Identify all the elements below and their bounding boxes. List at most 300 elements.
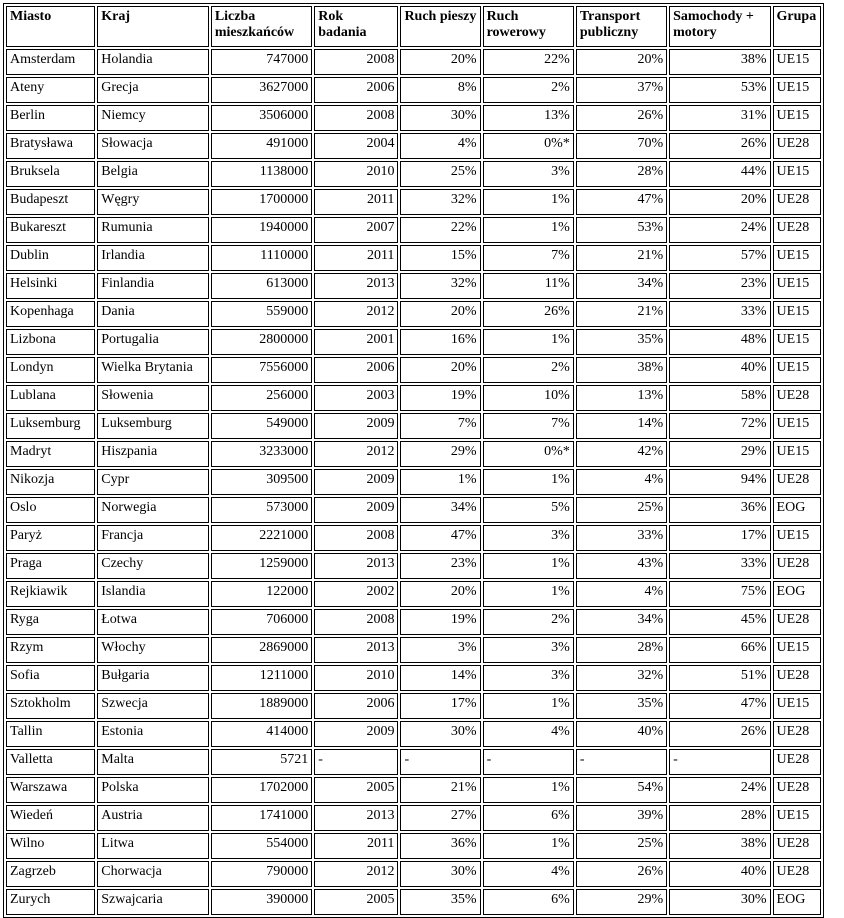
header-city: Miasto [6, 6, 95, 47]
cell-cars-motorbikes: 48% [669, 329, 770, 355]
cell-group: UE15 [773, 273, 821, 299]
cell-survey-year: 2008 [314, 609, 398, 635]
cell-walking: 20% [400, 49, 480, 75]
table-row [6, 609, 821, 635]
cell-cycling: 1% [483, 833, 574, 859]
cell-population: 1700000 [211, 189, 312, 215]
cell-walking: 20% [400, 301, 480, 327]
cell-population: 573000 [211, 497, 312, 523]
cell-cars-motorbikes: 26% [669, 721, 770, 747]
cell-population: 1259000 [211, 553, 312, 579]
cell-country: Norwegia [97, 497, 209, 523]
cell-walking: 47% [400, 525, 480, 551]
cell-cycling: 11% [483, 273, 574, 299]
cell-survey-year: 2005 [314, 777, 398, 803]
cell-group: UE15 [773, 105, 821, 131]
cell-cars-motorbikes: 47% [669, 693, 770, 719]
cell-country: Chorwacja [97, 861, 209, 887]
cell-population: 554000 [211, 833, 312, 859]
cell-cycling: 1% [483, 329, 574, 355]
cell-survey-year: 2004 [314, 133, 398, 159]
cell-cycling: 6% [483, 889, 574, 915]
header-walking: Ruch pieszy [400, 6, 480, 47]
cell-city: Bratysława [6, 133, 95, 159]
table-row [6, 665, 821, 691]
cell-walking: 19% [400, 609, 480, 635]
cell-public-transport: 21% [576, 245, 667, 271]
cell-group: UE15 [773, 245, 821, 271]
cell-public-transport: 26% [576, 105, 667, 131]
cell-country: Włochy [97, 637, 209, 663]
cell-cars-motorbikes: 28% [669, 805, 770, 831]
table-row [6, 273, 821, 299]
cell-city: Praga [6, 553, 95, 579]
cell-group: UE15 [773, 693, 821, 719]
cell-cars-motorbikes: 26% [669, 133, 770, 159]
cell-population: 390000 [211, 889, 312, 915]
cell-group: UE15 [773, 413, 821, 439]
cell-public-transport: 21% [576, 301, 667, 327]
cell-cycling: - [483, 749, 574, 775]
table-row [6, 441, 821, 467]
cell-cars-motorbikes: 33% [669, 553, 770, 579]
table-row [6, 805, 821, 831]
cell-city: Nikozja [6, 469, 95, 495]
table-row [6, 749, 821, 775]
cell-country: Francja [97, 525, 209, 551]
cell-city: Bruksela [6, 161, 95, 187]
cell-survey-year: 2009 [314, 469, 398, 495]
cell-walking: 32% [400, 189, 480, 215]
cell-walking: 20% [400, 581, 480, 607]
cell-public-transport: 70% [576, 133, 667, 159]
table-row [6, 861, 821, 887]
cell-group: UE28 [773, 665, 821, 691]
cell-public-transport: 4% [576, 469, 667, 495]
table-row [6, 413, 821, 439]
cell-group: UE28 [773, 609, 821, 635]
cell-survey-year: - [314, 749, 398, 775]
cell-group: UE28 [773, 553, 821, 579]
cell-survey-year: 2013 [314, 273, 398, 299]
city-transport-table [3, 3, 824, 918]
cell-public-transport: 53% [576, 217, 667, 243]
cell-public-transport: 28% [576, 637, 667, 663]
table-row [6, 301, 821, 327]
table-row [6, 525, 821, 551]
cell-cycling: 1% [483, 189, 574, 215]
cell-walking: 32% [400, 273, 480, 299]
cell-country: Szwecja [97, 693, 209, 719]
cell-population: 3233000 [211, 441, 312, 467]
cell-country: Islandia [97, 581, 209, 607]
cell-survey-year: 2013 [314, 553, 398, 579]
cell-group: UE28 [773, 469, 821, 495]
table-row [6, 469, 821, 495]
cell-group: UE15 [773, 357, 821, 383]
cell-city: Ryga [6, 609, 95, 635]
cell-walking: 20% [400, 357, 480, 383]
cell-public-transport: 33% [576, 525, 667, 551]
cell-survey-year: 2013 [314, 637, 398, 663]
cell-population: 790000 [211, 861, 312, 887]
cell-city: Budapeszt [6, 189, 95, 215]
cell-group: UE15 [773, 329, 821, 355]
cell-cars-motorbikes: 45% [669, 609, 770, 635]
cell-cycling: 26% [483, 301, 574, 327]
cell-cycling: 13% [483, 105, 574, 131]
cell-city: Oslo [6, 497, 95, 523]
cell-population: 559000 [211, 301, 312, 327]
cell-walking: 4% [400, 133, 480, 159]
table-row [6, 385, 821, 411]
cell-group: UE28 [773, 749, 821, 775]
table-row [6, 833, 821, 859]
cell-group: UE28 [773, 777, 821, 803]
cell-cars-motorbikes: 53% [669, 77, 770, 103]
cell-group: EOG [773, 581, 821, 607]
cell-group: UE28 [773, 833, 821, 859]
cell-public-transport: 25% [576, 833, 667, 859]
cell-public-transport: 34% [576, 273, 667, 299]
cell-city: Rejkiawik [6, 581, 95, 607]
cell-city: Ateny [6, 77, 95, 103]
cell-population: 2221000 [211, 525, 312, 551]
cell-cars-motorbikes: 75% [669, 581, 770, 607]
table-row [6, 189, 821, 215]
cell-population: 3506000 [211, 105, 312, 131]
cell-country: Luksemburg [97, 413, 209, 439]
cell-population: 1110000 [211, 245, 312, 271]
cell-public-transport: 34% [576, 609, 667, 635]
cell-population: 1741000 [211, 805, 312, 831]
cell-public-transport: 47% [576, 189, 667, 215]
cell-public-transport: 28% [576, 161, 667, 187]
cell-cycling: 3% [483, 665, 574, 691]
cell-walking: 30% [400, 861, 480, 887]
cell-city: Warszawa [6, 777, 95, 803]
cell-country: Austria [97, 805, 209, 831]
cell-cycling: 22% [483, 49, 574, 75]
table-row [6, 49, 821, 75]
cell-walking: 30% [400, 721, 480, 747]
cell-cars-motorbikes: 23% [669, 273, 770, 299]
cell-group: UE15 [773, 161, 821, 187]
cell-public-transport: 37% [576, 77, 667, 103]
cell-walking: 3% [400, 637, 480, 663]
cell-country: Grecja [97, 77, 209, 103]
cell-survey-year: 2002 [314, 581, 398, 607]
cell-survey-year: 2011 [314, 833, 398, 859]
cell-cars-motorbikes: 33% [669, 301, 770, 327]
cell-cycling: 1% [483, 693, 574, 719]
cell-country: Litwa [97, 833, 209, 859]
cell-population: 7556000 [211, 357, 312, 383]
cell-cars-motorbikes: 57% [669, 245, 770, 271]
cell-country: Słowacja [97, 133, 209, 159]
cell-survey-year: 2010 [314, 665, 398, 691]
cell-city: Rzym [6, 637, 95, 663]
cell-cycling: 7% [483, 413, 574, 439]
cell-cars-motorbikes: 58% [669, 385, 770, 411]
cell-cars-motorbikes: 40% [669, 357, 770, 383]
cell-country: Dania [97, 301, 209, 327]
cell-cars-motorbikes: - [669, 749, 770, 775]
cell-cycling: 1% [483, 581, 574, 607]
cell-cycling: 0%* [483, 133, 574, 159]
table-row [6, 357, 821, 383]
cell-city: Amsterdam [6, 49, 95, 75]
cell-city: Zurych [6, 889, 95, 915]
table-row [6, 553, 821, 579]
table-row [6, 637, 821, 663]
cell-public-transport: 4% [576, 581, 667, 607]
table-row [6, 133, 821, 159]
table-row [6, 161, 821, 187]
cell-cars-motorbikes: 24% [669, 217, 770, 243]
cell-survey-year: 2005 [314, 889, 398, 915]
cell-cycling: 1% [483, 217, 574, 243]
cell-walking: 1% [400, 469, 480, 495]
cell-cars-motorbikes: 29% [669, 441, 770, 467]
cell-survey-year: 2008 [314, 525, 398, 551]
cell-group: EOG [773, 889, 821, 915]
cell-city: Sztokholm [6, 693, 95, 719]
table-row [6, 721, 821, 747]
cell-public-transport: 32% [576, 665, 667, 691]
cell-population: 122000 [211, 581, 312, 607]
cell-cycling: 1% [483, 553, 574, 579]
cell-group: UE28 [773, 721, 821, 747]
cell-group: UE28 [773, 217, 821, 243]
table-row [6, 777, 821, 803]
cell-survey-year: 2012 [314, 861, 398, 887]
cell-population: 549000 [211, 413, 312, 439]
cell-cars-motorbikes: 38% [669, 49, 770, 75]
cell-walking: 23% [400, 553, 480, 579]
cell-group: UE15 [773, 49, 821, 75]
cell-cars-motorbikes: 40% [669, 861, 770, 887]
cell-population: 2800000 [211, 329, 312, 355]
cell-country: Bułgaria [97, 665, 209, 691]
cell-country: Czechy [97, 553, 209, 579]
cell-population: 1940000 [211, 217, 312, 243]
cell-survey-year: 2009 [314, 497, 398, 523]
cell-cars-motorbikes: 17% [669, 525, 770, 551]
cell-survey-year: 2006 [314, 77, 398, 103]
cell-walking: 21% [400, 777, 480, 803]
cell-public-transport: 26% [576, 861, 667, 887]
cell-survey-year: 2008 [314, 105, 398, 131]
cell-survey-year: 2012 [314, 441, 398, 467]
header-cars-motorbikes: Samochody + motory [669, 6, 770, 47]
cell-cars-motorbikes: 38% [669, 833, 770, 859]
cell-city: Wiedeń [6, 805, 95, 831]
cell-population: 309500 [211, 469, 312, 495]
cell-population: 613000 [211, 273, 312, 299]
cell-city: Dublin [6, 245, 95, 271]
cell-cycling: 10% [483, 385, 574, 411]
cell-cycling: 2% [483, 77, 574, 103]
cell-population: 1211000 [211, 665, 312, 691]
cell-cars-motorbikes: 72% [669, 413, 770, 439]
cell-country: Węgry [97, 189, 209, 215]
table-row [6, 889, 821, 915]
cell-group: UE15 [773, 525, 821, 551]
cell-cars-motorbikes: 20% [669, 189, 770, 215]
cell-country: Polska [97, 777, 209, 803]
cell-cars-motorbikes: 66% [669, 637, 770, 663]
cell-city: Lublana [6, 385, 95, 411]
cell-cars-motorbikes: 51% [669, 665, 770, 691]
cell-country: Rumunia [97, 217, 209, 243]
cell-group: UE15 [773, 301, 821, 327]
cell-group: EOG [773, 497, 821, 523]
cell-public-transport: - [576, 749, 667, 775]
cell-public-transport: 38% [576, 357, 667, 383]
cell-cars-motorbikes: 30% [669, 889, 770, 915]
header-cycling: Ruch rowerowy [483, 6, 574, 47]
table-row [6, 329, 821, 355]
cell-group: UE28 [773, 861, 821, 887]
table-row [6, 581, 821, 607]
cell-group: UE28 [773, 133, 821, 159]
cell-population: 256000 [211, 385, 312, 411]
cell-population: 1702000 [211, 777, 312, 803]
cell-country: Szwajcaria [97, 889, 209, 915]
cell-country: Malta [97, 749, 209, 775]
cell-cycling: 2% [483, 609, 574, 635]
cell-population: 706000 [211, 609, 312, 635]
cell-survey-year: 2011 [314, 245, 398, 271]
cell-city: Lizbona [6, 329, 95, 355]
cell-country: Cypr [97, 469, 209, 495]
cell-cycling: 5% [483, 497, 574, 523]
cell-public-transport: 39% [576, 805, 667, 831]
cell-walking: 22% [400, 217, 480, 243]
cell-public-transport: 20% [576, 49, 667, 75]
header-population: Liczba mieszkańców [211, 6, 312, 47]
cell-public-transport: 13% [576, 385, 667, 411]
cell-population: 1138000 [211, 161, 312, 187]
cell-survey-year: 2012 [314, 301, 398, 327]
cell-public-transport: 43% [576, 553, 667, 579]
cell-public-transport: 42% [576, 441, 667, 467]
cell-survey-year: 2011 [314, 189, 398, 215]
cell-city: Madryt [6, 441, 95, 467]
cell-cars-motorbikes: 24% [669, 777, 770, 803]
header-group: Grupa [773, 6, 821, 47]
cell-city: Berlin [6, 105, 95, 131]
cell-walking: 36% [400, 833, 480, 859]
cell-survey-year: 2006 [314, 357, 398, 383]
cell-survey-year: 2009 [314, 413, 398, 439]
cell-walking: 34% [400, 497, 480, 523]
cell-walking: - [400, 749, 480, 775]
cell-walking: 29% [400, 441, 480, 467]
cell-public-transport: 25% [576, 497, 667, 523]
cell-cars-motorbikes: 94% [669, 469, 770, 495]
cell-walking: 16% [400, 329, 480, 355]
cell-country: Niemcy [97, 105, 209, 131]
header-public-transport: Transport publiczny [576, 6, 667, 47]
cell-group: UE15 [773, 77, 821, 103]
cell-survey-year: 2006 [314, 693, 398, 719]
cell-public-transport: 14% [576, 413, 667, 439]
cell-public-transport: 29% [576, 889, 667, 915]
header-country: Kraj [97, 6, 209, 47]
cell-city: Zagrzeb [6, 861, 95, 887]
cell-public-transport: 54% [576, 777, 667, 803]
cell-city: Luksemburg [6, 413, 95, 439]
cell-public-transport: 35% [576, 693, 667, 719]
cell-group: UE15 [773, 805, 821, 831]
cell-cycling: 3% [483, 637, 574, 663]
cell-survey-year: 2013 [314, 805, 398, 831]
cell-cycling: 3% [483, 161, 574, 187]
cell-group: UE15 [773, 441, 821, 467]
cell-survey-year: 2008 [314, 49, 398, 75]
header-survey-year: Rok badania [314, 6, 398, 47]
cell-group: UE28 [773, 385, 821, 411]
cell-country: Estonia [97, 721, 209, 747]
cell-cycling: 6% [483, 805, 574, 831]
table-header [6, 6, 821, 47]
cell-survey-year: 2010 [314, 161, 398, 187]
cell-city: Helsinki [6, 273, 95, 299]
table-row [6, 217, 821, 243]
cell-walking: 7% [400, 413, 480, 439]
cell-population: 747000 [211, 49, 312, 75]
cell-walking: 35% [400, 889, 480, 915]
cell-public-transport: 40% [576, 721, 667, 747]
cell-cycling: 4% [483, 861, 574, 887]
cell-city: Londyn [6, 357, 95, 383]
cell-cycling: 0%* [483, 441, 574, 467]
cell-walking: 19% [400, 385, 480, 411]
cell-country: Irlandia [97, 245, 209, 271]
header-row [6, 6, 821, 47]
cell-survey-year: 2009 [314, 721, 398, 747]
cell-cycling: 2% [483, 357, 574, 383]
cell-cycling: 3% [483, 525, 574, 551]
cell-country: Holandia [97, 49, 209, 75]
cell-city: Kopenhaga [6, 301, 95, 327]
table-row [6, 693, 821, 719]
cell-country: Hiszpania [97, 441, 209, 467]
cell-cars-motorbikes: 31% [669, 105, 770, 131]
cell-walking: 30% [400, 105, 480, 131]
cell-group: UE28 [773, 189, 821, 215]
cell-group: UE15 [773, 637, 821, 663]
cell-city: Wilno [6, 833, 95, 859]
cell-walking: 25% [400, 161, 480, 187]
cell-city: Bukareszt [6, 217, 95, 243]
cell-walking: 17% [400, 693, 480, 719]
cell-cycling: 1% [483, 469, 574, 495]
cell-city: Sofia [6, 665, 95, 691]
table-row [6, 245, 821, 271]
cell-population: 491000 [211, 133, 312, 159]
cell-cycling: 4% [483, 721, 574, 747]
cell-city: Tallin [6, 721, 95, 747]
cell-walking: 15% [400, 245, 480, 271]
cell-walking: 27% [400, 805, 480, 831]
cell-population: 3627000 [211, 77, 312, 103]
cell-cycling: 1% [483, 777, 574, 803]
cell-walking: 8% [400, 77, 480, 103]
cell-survey-year: 2003 [314, 385, 398, 411]
